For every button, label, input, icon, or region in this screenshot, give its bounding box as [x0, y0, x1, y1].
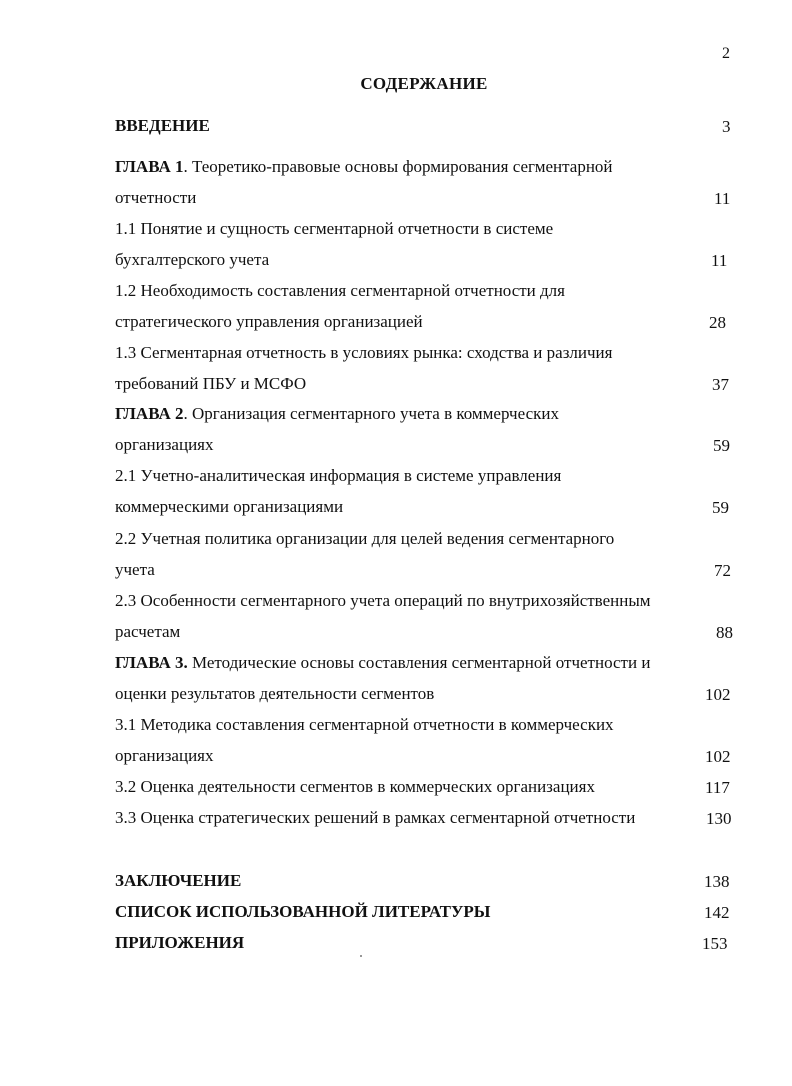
- toc-page-number: 59: [713, 436, 730, 455]
- toc-entry-continuation: учета: [115, 560, 155, 579]
- toc-page-number: 142: [704, 903, 730, 922]
- chapter-label: ГЛАВА 1: [115, 157, 184, 176]
- toc-entry-section-1-2[interactable]: 1.2 Необходимость составления сегментарной отчетности для: [115, 281, 565, 300]
- toc-page-number: 102: [705, 685, 731, 704]
- page-number: 2: [722, 45, 730, 62]
- toc-entry-conclusion[interactable]: ЗАКЛЮЧЕНИЕ: [115, 871, 242, 890]
- toc-page-number: 11: [714, 189, 731, 208]
- chapter-label: ГЛАВА 3.: [115, 653, 188, 672]
- toc-entry-section-3-1[interactable]: 3.1 Методика составления сегментарной отчетности в коммерческих: [115, 715, 614, 734]
- toc-page-number: 102: [705, 747, 731, 766]
- chapter-title: . Теоретико-правовые основы формирования сегментарной: [183, 157, 613, 176]
- toc-entry-section-3-2[interactable]: 3.2 Оценка деятельности сегментов в коммерческих организациях: [115, 777, 595, 796]
- toc-entry-continuation: расчетам: [115, 622, 181, 641]
- toc-title: СОДЕРЖАНИЕ: [360, 74, 488, 93]
- toc-entry-chapter-1[interactable]: [115, 157, 613, 177]
- toc-entry-continuation: стратегического управления организацией: [115, 312, 423, 331]
- toc-entry-continuation: отчетности: [115, 188, 197, 207]
- chapter-label: ГЛАВА 2: [115, 404, 184, 423]
- toc-entry-appendices[interactable]: ПРИЛОЖЕНИЯ: [115, 933, 245, 952]
- toc-page-number: 138: [704, 872, 730, 891]
- chapter-title: Методические основы составления сегментарной отчетности и: [187, 653, 651, 672]
- toc-entry-continuation: оценки результатов деятельности сегментов: [115, 684, 435, 703]
- toc-entry-section-2-1[interactable]: 2.1 Учетно-аналитическая информация в системе управления: [115, 466, 562, 485]
- toc-entry-continuation: бухгалтерского учета: [115, 250, 270, 269]
- toc-entry-continuation: коммерческими организациями: [115, 497, 344, 516]
- toc-page-number: 153: [702, 934, 728, 953]
- toc-page-number: 130: [706, 809, 732, 828]
- toc-entry-continuation: требований ПБУ и МСФО: [115, 374, 307, 393]
- toc-entry-section-2-2[interactable]: 2.2 Учетная политика организации для целей ведения сегментарного: [115, 529, 615, 548]
- toc-entry-chapter-2[interactable]: [115, 404, 559, 424]
- scan-speck: [360, 955, 362, 957]
- toc-entry-section-2-3[interactable]: 2.3 Особенности сегментарного учета операций по внутрихозяйственным: [115, 591, 651, 610]
- toc-page-number: 59: [712, 498, 729, 517]
- toc-entry-section-1-3[interactable]: 1.3 Сегментарная отчетность в условиях рынка: сходства и различия: [115, 343, 613, 362]
- toc-entry-references[interactable]: СПИСОК ИСПОЛЬЗОВАННОЙ ЛИТЕРАТУРЫ: [115, 902, 491, 921]
- toc-page-number: 37: [712, 375, 729, 394]
- chapter-title: . Организация сегментарного учета в коммерческих: [183, 404, 559, 423]
- toc-entry-continuation: организациях: [115, 435, 214, 454]
- toc-page-number: 117: [705, 778, 730, 797]
- toc-entry-section-1-1[interactable]: 1.1 Понятие и сущность сегментарной отчетности в системе: [115, 219, 554, 238]
- toc-page-number: 3: [722, 117, 731, 136]
- toc-entry-section-3-3[interactable]: 3.3 Оценка стратегических решений в рамках сегментарной отчетности: [115, 808, 636, 827]
- toc-page-number: 11: [711, 251, 728, 270]
- toc-page-number: 28: [709, 313, 726, 332]
- toc-entry-introduction[interactable]: ВВЕДЕНИЕ: [115, 116, 210, 135]
- toc-page-number: 72: [714, 561, 731, 580]
- toc-entry-chapter-3[interactable]: [115, 653, 650, 673]
- toc-page-number: 88: [716, 623, 733, 642]
- toc-entry-continuation: организациях: [115, 746, 214, 765]
